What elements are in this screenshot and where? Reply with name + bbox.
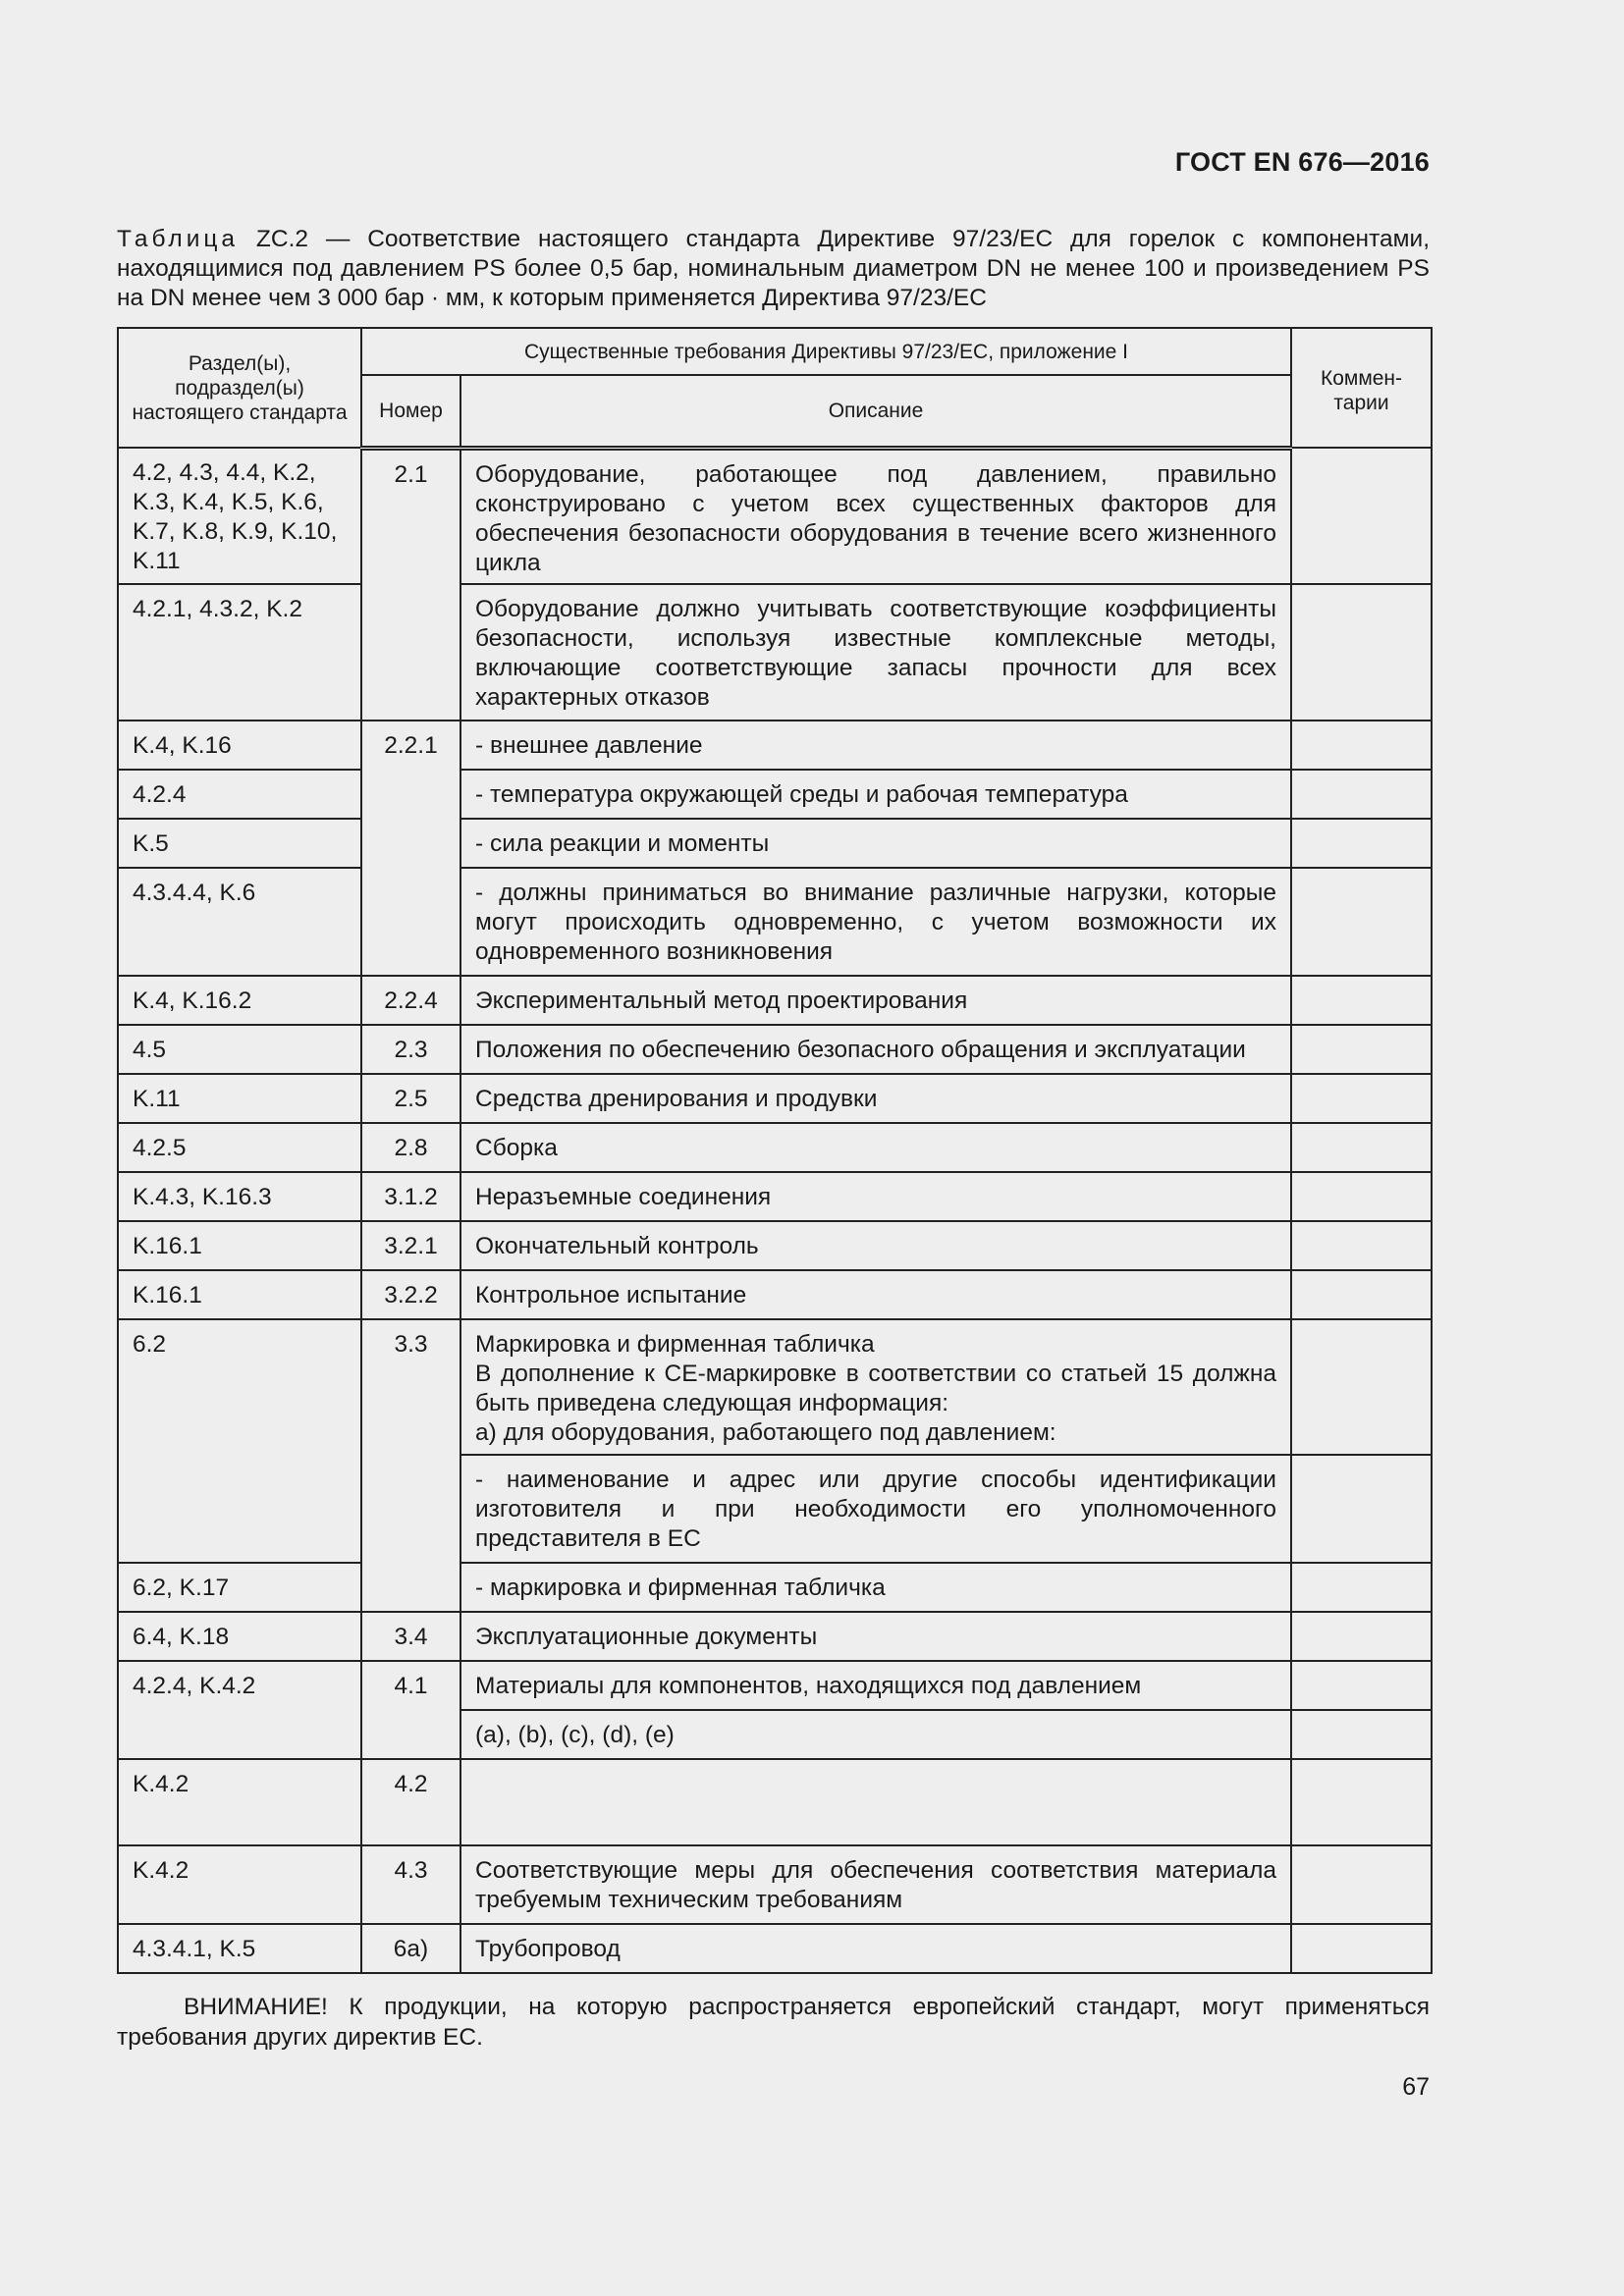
description-line: В дополнение к СЕ-маркировке в соответствии со статьей 15 должна быть приведена следующая информация: [475,1360,1276,1416]
cell-comment [1291,1759,1432,1845]
cell-description: (a), (b), (c), (d), (e) [460,1710,1291,1759]
caption-text: ZC.2 — Соответствие настоящего стандарта Директиве 97/23/ЕС для горелок с компонентами, находящимися под давлением PS более 0,5 бар, номинальным диаметром DN не менее 100 и произведением PS на DN менее чем 3 000 бар · мм, к которым применяется Директива 97/23/ЕС [117,226,1430,311]
cell-number: 3.2.2 [361,1270,460,1319]
cell-comment [1291,1221,1432,1270]
compliance-table [117,327,1433,1974]
cell-number: 3.1.2 [361,1172,460,1221]
cell-section: K.4.3, K.16.3 [118,1172,361,1221]
cell-comment [1291,868,1432,976]
cell-section: K.11 [118,1074,361,1123]
cell-comment [1291,721,1432,770]
cell-section: K.4.2 [118,1759,361,1845]
cell-description: - внешнее давление [460,721,1291,770]
cell-section: K.4.2 [118,1845,361,1924]
cell-section: 4.2.5 [118,1123,361,1172]
cell-comment [1291,1074,1432,1123]
cell-comment [1291,1924,1432,1973]
cell-comment [1291,976,1432,1025]
cell-comment [1291,819,1432,868]
cell-description [460,1759,1291,1845]
document-code: ГОСТ EN 676—2016 [1174,147,1430,177]
cell-number: 4.1 [361,1661,460,1759]
cell-section: 4.2.1, 4.3.2, K.2 [118,584,361,721]
header-description: Описание [460,375,1291,448]
cell-description: Трубопровод [460,1924,1291,1973]
cell-number: 2.3 [361,1025,460,1074]
cell-number: 3.3 [361,1319,460,1612]
cell-comment [1291,1563,1432,1612]
cell-number: 2.5 [361,1074,460,1123]
table-caption [117,225,1430,313]
cell-comment [1291,1270,1432,1319]
header-requirements: Существенные требования Директивы 97/23/ЕС, приложение I [361,328,1291,375]
cell-section: 4.2, 4.3, 4.4, K.2, K.3, K.4, K.5, K.6, K.7, K.8, K.9, K.10, K.11 [118,448,361,584]
cell-section: 6.2, K.17 [118,1563,361,1612]
cell-comment [1291,1123,1432,1172]
cell-description: Эксплуатационные документы [460,1612,1291,1661]
cell-comment [1291,448,1432,584]
cell-description: - сила реакции и моменты [460,819,1291,868]
caption-prefix: Таблица [117,226,240,252]
cell-description: Сборка [460,1123,1291,1172]
cell-comment [1291,584,1432,721]
description-line: а) для оборудования, работающего под давлением: [475,1418,1056,1446]
cell-section: K.4, K.16 [118,721,361,770]
cell-comment [1291,770,1432,819]
cell-number: 2.2.1 [361,721,460,976]
cell-description: Экспериментальный метод проектирования [460,976,1291,1025]
cell-comment [1291,1455,1432,1563]
footnote: ВНИМАНИЕ! К продукции, на которую распространяется европейский стандарт, могут применяться требования других директив ЕС. [117,1994,1430,2051]
cell-number: 6a) [361,1924,460,1973]
cell-comment [1291,1172,1432,1221]
cell-section: 6.4, K.18 [118,1612,361,1661]
cell-description: Положения по обеспечению безопасного обращения и эксплуатации [460,1025,1291,1074]
cell-description: Контрольное испытание [460,1270,1291,1319]
cell-section: K.16.1 [118,1270,361,1319]
cell-description: Оборудование, работающее под давлением, правильно сконструировано с учетом всех существенных факторов для обеспечения безопасности оборудования в течение всего жизненного цикла [460,448,1291,584]
cell-number: 2.2.4 [361,976,460,1025]
cell-section: K.4, K.16.2 [118,976,361,1025]
description-line: Маркировка и фирменная табличка [475,1330,875,1358]
cell-comment [1291,1319,1432,1455]
cell-comment [1291,1845,1432,1924]
cell-comment [1291,1661,1432,1710]
cell-description: Соответствующие меры для обеспечения соответствия материала требуемым техническим требованиям [460,1845,1291,1924]
cell-section: K.5 [118,819,361,868]
page-number: 67 [1402,2073,1430,2101]
cell-section: 4.3.4.4, K.6 [118,868,361,976]
header-section: Раздел(ы), подраздел(ы) настоящего стандарта [118,328,361,448]
cell-section: 6.2 [118,1319,361,1563]
cell-description: - температура окружающей среды и рабочая температура [460,770,1291,819]
cell-section: K.16.1 [118,1221,361,1270]
cell-number: 3.4 [361,1612,460,1661]
cell-section: 4.2.4 [118,770,361,819]
cell-number: 3.2.1 [361,1221,460,1270]
cell-section: 4.5 [118,1025,361,1074]
cell-comment [1291,1710,1432,1759]
cell-number: 4.2 [361,1759,460,1845]
cell-description [460,1319,1291,1455]
cell-number: 2.1 [361,448,460,721]
cell-number: 2.8 [361,1123,460,1172]
cell-section: 4.3.4.1, K.5 [118,1924,361,1973]
header-comments: Коммен-тарии [1291,328,1432,448]
cell-comment [1291,1612,1432,1661]
cell-description: Неразъемные соединения [460,1172,1291,1221]
cell-section: 4.2.4, K.4.2 [118,1661,361,1759]
cell-comment [1291,1025,1432,1074]
cell-description: - маркировка и фирменная табличка [460,1563,1291,1612]
header-number: Номер [361,375,460,448]
cell-description: Оборудование должно учитывать соответствующие коэффициенты безопасности, используя известные комплексные методы, включающие соответствующие запасы прочности для всех характерных отказов [460,584,1291,721]
cell-description: - наименование и адрес или другие способы идентификации изготовителя и при необходимости его уполномоченного представителя в ЕС [460,1455,1291,1563]
cell-description: Средства дренирования и продувки [460,1074,1291,1123]
cell-number: 4.3 [361,1845,460,1924]
cell-description: - должны приниматься во внимание различные нагрузки, которые могут происходить одновременно, с учетом возможности их одновременного возникновения [460,868,1291,976]
cell-description: Материалы для компонентов, находящихся под давлением [460,1661,1291,1710]
cell-description: Окончательный контроль [460,1221,1291,1270]
